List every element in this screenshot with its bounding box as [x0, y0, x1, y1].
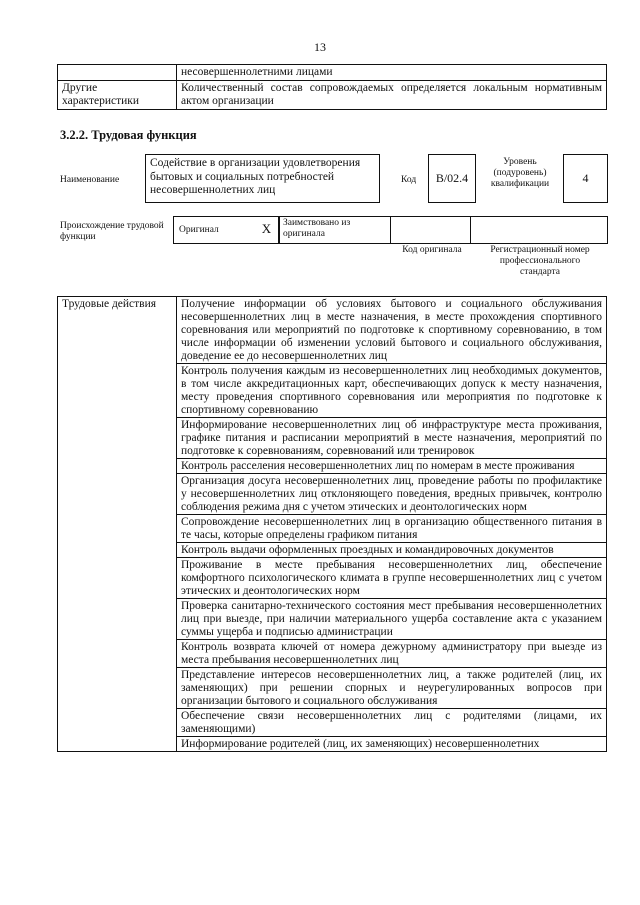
labor-actions-body [58, 297, 607, 752]
continuation-text: несовершеннолетними лицами [177, 65, 607, 81]
level-value: 4 [563, 154, 608, 203]
labor-actions-label: Трудовые действия [58, 297, 177, 752]
labor-action-item: Контроль расселения несовершеннолетних лиц по номерам в месте проживания [177, 459, 607, 474]
empty-cell [58, 65, 177, 81]
origin-label: Происхождение трудовой функции [60, 221, 164, 242]
name-label: Наименование [60, 175, 120, 185]
other-characteristics-text: Количественный состав сопровождаемых определяется локальным нормативным актом организации [177, 81, 607, 110]
labor-action-item: Обеспечение связи несовершеннолетних лиц с родителями (лицами, их заменяющими) [177, 709, 607, 737]
borrowed-label: Заимствовано из оригинала [279, 216, 391, 244]
function-code-value: B/02.4 [428, 154, 476, 203]
reg-number-cell [471, 216, 608, 244]
original-mark: X [255, 216, 279, 244]
code-original-cell [391, 216, 471, 244]
other-characteristics-table [57, 64, 607, 110]
section-title: 3.2.2. Трудовая функция [60, 128, 197, 142]
labor-action-item: Контроль выдачи оформленных проездных и командировочных документов [177, 543, 607, 558]
table-row [58, 81, 607, 110]
labor-actions-table [57, 296, 607, 752]
labor-action-item: Проверка санитарно-технического состояния мест пребывания несовершеннолетних лиц при выезде, при наличии материального ущерба составление акта с указанием суммы ущерба и подписью администрации [177, 599, 607, 640]
labor-action-item: Получение информации об условиях бытового и социального обслуживания несовершеннолетних лиц в месте назначения, в месте прохождения спортивного соревнования или мероприятий по подготовке к спортивному соревнованию, в том числе информации об изменении условий бытового и социального обслуживания, доведение ее до несовершеннолетних лиц [177, 297, 607, 364]
labor-action-item: Информирование родителей (лиц, их заменяющих) несовершеннолетних [177, 737, 607, 752]
code-original-caption: Код оригинала [402, 245, 462, 255]
labor-action-item: Организация досуга несовершеннолетних лиц, проведение работы по профилактике у несовершеннолетних лиц отклоняющего поведения, вредных привычек, контролю соблюдения режима дня с учетом этических и деонтологических норм [177, 474, 607, 515]
original-label: Оригинал [173, 216, 255, 244]
labor-action-item: Контроль получения каждым из несовершеннолетних лиц необходимых документов, в том числе аккредитационных карт, обеспечивающих допуск к месту назначения, месту проведения спортивного соревнования или мероприятия по подготовке к спортивному соревнованию [177, 364, 607, 418]
origin-row [173, 216, 608, 244]
other-characteristics-label: Другие характеристики [58, 81, 177, 110]
table-row [58, 65, 607, 81]
level-label: Уровень (подуровень) квалификации [490, 157, 550, 189]
labor-action-item: Контроль возврата ключей от номера дежурному администратору при выезде из места пребывания несовершеннолетних лиц [177, 640, 607, 668]
code-label: Код [401, 175, 417, 185]
labor-action-item: Проживание в месте пребывания несовершеннолетних лиц, обеспечение комфортного психологического климата в группе несовершеннолетних лиц с учетом этических и деонтологических норм [177, 558, 607, 599]
page-number: 13 [314, 40, 326, 54]
labor-action-item: Сопровождение несовершеннолетних лиц в организацию общественного питания в те часы, которые определены графиком питания [177, 515, 607, 543]
function-name-value: Содействие в организации удовлетворения бытовых и социальных потребностей несовершеннолетних лиц [145, 154, 380, 203]
reg-number-caption: Регистрационный номер профессионального стандарта [490, 245, 590, 277]
table-row [58, 297, 607, 364]
labor-action-item: Представление интересов несовершеннолетних лиц, а также родителей (лиц, их заменяющих) при решении спорных и неурегулированных вопросов при организации бытового и социального обслуживания [177, 668, 607, 709]
labor-action-item: Информирование несовершеннолетних лиц об инфраструктуре места проживания, графике питания и расписании мероприятий в месте назначения, мероприятий по подготовке к соревнованиям, соревнований или тренировок [177, 418, 607, 459]
